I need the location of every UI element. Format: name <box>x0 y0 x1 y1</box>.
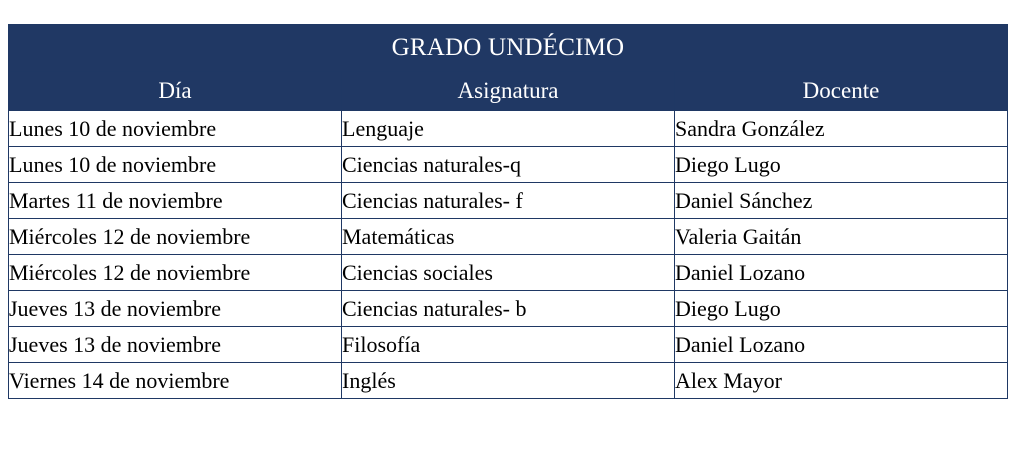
cell-dia: Lunes 10 de noviembre <box>9 111 342 147</box>
cell-asignatura: Ciencias sociales <box>342 255 675 291</box>
cell-asignatura: Ciencias naturales- b <box>342 291 675 327</box>
cell-docente: Sandra González <box>675 111 1008 147</box>
cell-asignatura: Filosofía <box>342 327 675 363</box>
cell-dia: Miércoles 12 de noviembre <box>9 255 342 291</box>
table-row <box>9 111 1008 147</box>
cell-docente: Alex Mayor <box>675 363 1008 399</box>
table-title: GRADO UNDÉCIMO <box>9 25 1008 72</box>
cell-docente: Valeria Gaitán <box>675 219 1008 255</box>
table-row <box>9 255 1008 291</box>
cell-docente: Diego Lugo <box>675 291 1008 327</box>
cell-dia: Martes 11 de noviembre <box>9 183 342 219</box>
cell-asignatura: Inglés <box>342 363 675 399</box>
cell-asignatura: Ciencias naturales- f <box>342 183 675 219</box>
cell-asignatura: Ciencias naturales-q <box>342 147 675 183</box>
table-row <box>9 363 1008 399</box>
exam-schedule-table <box>8 24 1008 399</box>
column-header-docente: Docente <box>675 72 1008 111</box>
column-header-asignatura: Asignatura <box>342 72 675 111</box>
cell-docente: Daniel Lozano <box>675 327 1008 363</box>
cell-docente: Daniel Lozano <box>675 255 1008 291</box>
column-header-dia: Día <box>9 72 342 111</box>
cell-dia: Jueves 13 de noviembre <box>9 291 342 327</box>
table-row <box>9 183 1008 219</box>
table-row <box>9 291 1008 327</box>
table-row <box>9 147 1008 183</box>
cell-asignatura: Lenguaje <box>342 111 675 147</box>
cell-docente: Diego Lugo <box>675 147 1008 183</box>
cell-dia: Lunes 10 de noviembre <box>9 147 342 183</box>
table-row <box>9 219 1008 255</box>
cell-dia: Jueves 13 de noviembre <box>9 327 342 363</box>
cell-asignatura: Matemáticas <box>342 219 675 255</box>
cell-docente: Daniel Sánchez <box>675 183 1008 219</box>
cell-dia: Miércoles 12 de noviembre <box>9 219 342 255</box>
cell-dia: Viernes 14 de noviembre <box>9 363 342 399</box>
table-row <box>9 327 1008 363</box>
table-title-row <box>9 25 1008 72</box>
table-header-row <box>9 72 1008 111</box>
